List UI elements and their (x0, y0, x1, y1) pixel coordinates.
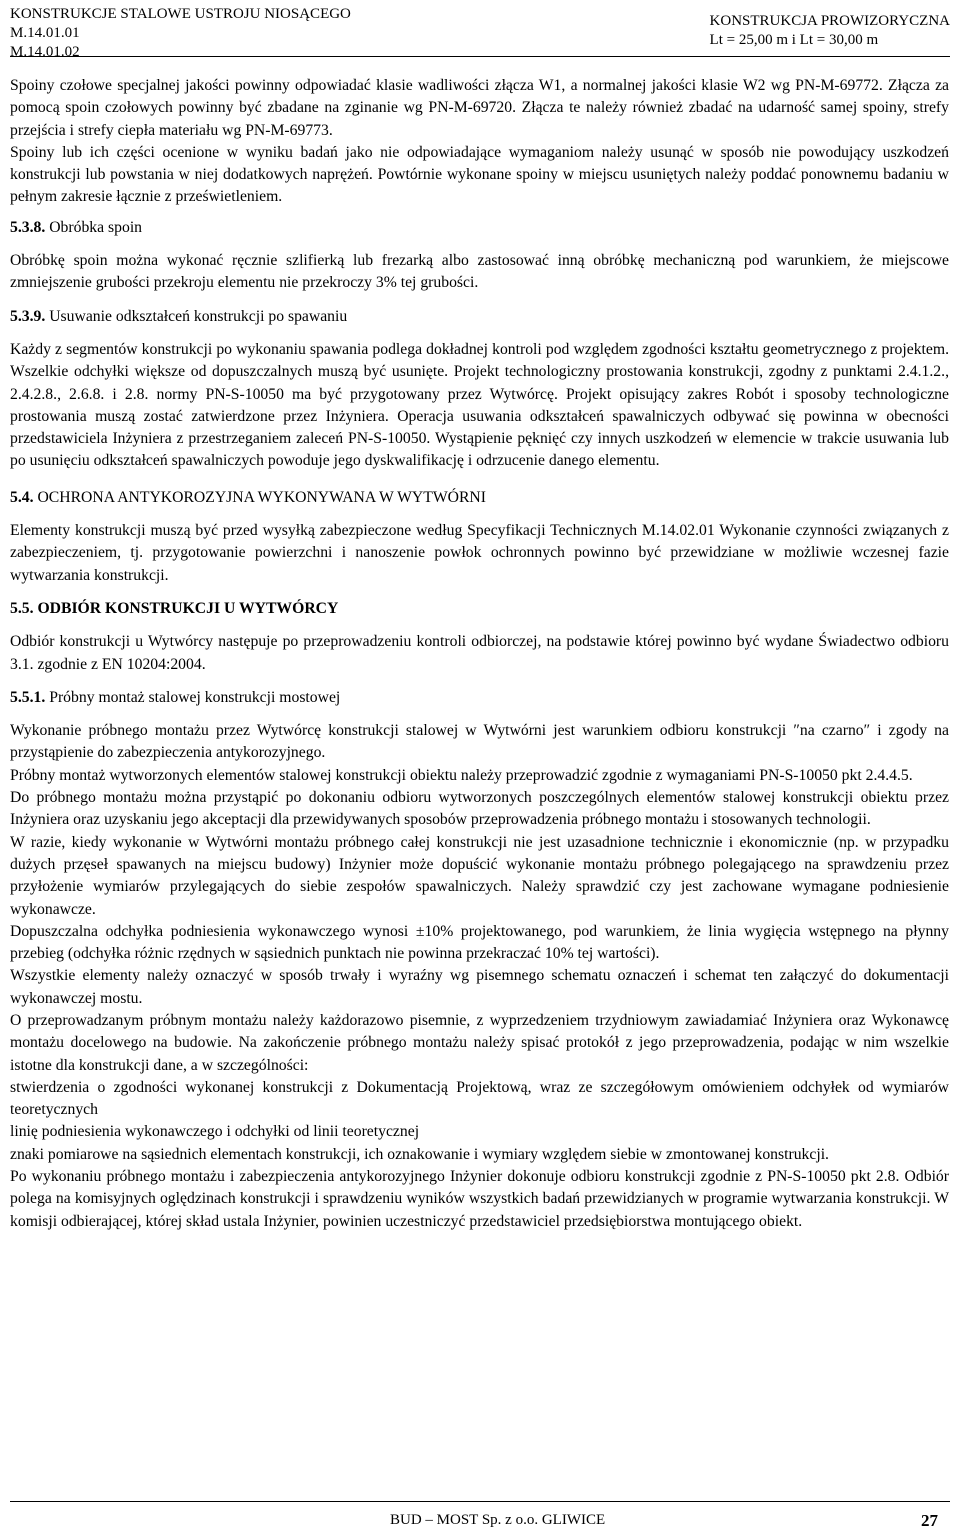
header-spec-code-1: M.14.01.01 (10, 25, 80, 41)
header-document-title: KONSTRUKCJE STALOWE USTROJU NIOSĄCEGO (10, 6, 351, 22)
section-5-5-heading (10, 598, 949, 620)
header-right (710, 12, 950, 50)
paragraph-corrosion-protection: Elementy konstrukcji muszą być przed wysyłką zabezpieczone według Specyfikacji Technicznych M.14.02.01 Wykonanie czynności związanych z zabezpieczeniem, tj. przygotowanie powierzchni i nanoszenie powłok ochronnych powinno być przewidziane w możliwie wczesnej fazie wytwarzania konstrukcji. (10, 522, 949, 584)
section-number: 5.4. (10, 488, 34, 506)
protocol-item-conformity: stwierdzenia o zgodności wykonanej konstrukcji z Dokumentacją Projektową, wraz ze szczegółowym omówieniem odchyłek od wymiarów teoretycznych (10, 1078, 949, 1119)
paragraph-marking: Wszystkie elementy należy oznaczyć w sposób trwały i wyraźny wg pisemnego schematu oznaczeń i schemat ten załączyć do dokumentacji wykonawczej mostu. (10, 967, 949, 1007)
section-5-3-9-heading (10, 306, 949, 328)
page-header (10, 0, 950, 60)
paragraph-weld-quality: Spoiny czołowe specjalnej jakości powinny odpowiadać klasie wadliwości złącza W1, a normalnej jakości klasie W2 wg PN-M-69772. Złącza za pomocą spoin czołowych powinny być zbadane na zginanie wg PN-M-69720. Złącza te należy również zbadać na udarność samej spoiny, strefy przejścia i strefy ciepła materiału wg PN-M-69773. (10, 77, 949, 139)
section-number: 5.3.9. (10, 307, 46, 325)
paragraph-protocol: O przeprowadzanym próbnym montażu należy każdorazowo pisemnie, z wyprzedzeniem trzydniowym zawiadamiać Inżyniera oraz Wykonawcę montażu docelowego na budowie. Na zakończenie próbnego montażu należy spisać protokół z jego przeprowadzenia, podając w nim wszelkie istotne dla konstrukcji dane, a w szczególności: (10, 1011, 949, 1074)
section-title: Próbny montaż stalowej konstrukcji mostowej (49, 688, 341, 706)
section-title: Obróbka spoin (49, 218, 143, 236)
header-left (10, 5, 351, 62)
protocol-item-camber-line: linię podniesienia wykonawczego i odchyłki od linii teoretycznej (10, 1123, 420, 1141)
section-5-5-1-heading (10, 687, 949, 709)
section-number: 5.3.8. (10, 218, 46, 236)
section-title: OCHRONA ANTYKOROZYJNA WYKONYWANA W WYTWÓRNI (37, 488, 486, 506)
section-number: 5.5. (10, 599, 34, 617)
paragraph-trial-assembly-3: Do próbnego montażu można przystąpić po dokonaniu odbioru wytworzonych poszczególnych elementów stalowej konstrukcji obiektu przez Inżyniera oraz uzyskaniu jego akceptacji dla przewidywanych sposobów przeprowadzenia próbnego montażu i stosowanych technologii. (10, 789, 949, 829)
page-number: 27 (921, 1511, 938, 1530)
protocol-item-survey-marks: znaki pomiarowe na sąsiednich elementach konstrukcji, ich oznakowanie i wymiary względem siebie w zmontowanej konstrukcji. (10, 1145, 829, 1163)
page-footer (10, 1501, 950, 1533)
paragraph-trial-assembly-2: Próbny montaż wytworzonych elementów stalowej konstrukcji obiektu należy przeprowadzić zgodnie z wymaganiami PN-S-10050 pkt 2.4.4.5. (10, 766, 913, 784)
paragraph-manufacturer-acceptance: Odbiór konstrukcji u Wytwórcy następuje po przeprowadzeniu kontroli odbiorczej, na podstawie której powinno być wydane Świadectwo odbioru 3.1. zgodnie z EN 10204:2004. (10, 633, 949, 673)
section-title: ODBIÓR KONSTRUKCJI U WYTWÓRCY (37, 599, 339, 617)
header-spec-code-2: M.14.01.02 (10, 44, 80, 60)
paragraph-trial-assembly-1: Wykonanie próbnego montażu przez Wytwórcę konstrukcji stalowej w Wytwórni jest warunkiem odbioru konstrukcji ″na czarno″ i zgody na przystąpienie do zabezpieczenia antykorozyjnego. (10, 722, 949, 762)
paragraph-tolerance: Dopuszczalna odchyłka podniesienia wykonawczego wynosi ±10% projektowanego, pod warunkiem, że linia wygięcia wstępnego na płynny przebieg (odchyłka różnic rzędnych w sąsiednich punktach nie powinna przekraczać 10% tej wartości). (10, 922, 949, 963)
paragraph-deformation-removal: Każdy z segmentów konstrukcji po wykonaniu spawania podlega dokładnej kontroli pod względem zgodności kształtu geometrycznego z projektem. Wszelkie odchyłki większe od dopuszczalnych muszą być usunięte. Projekt technologiczny prostowania konstrukcji, zgodny z punktami 2.4.1.2., 2.4.2.8., 2.6.8. i 2.8. normy PN-S-10050 ma być przygotowany przez Wytwórcę. Projekt opisujący zakres Robót i sposoby technologiczne prostowania muszą zostać zatwierdzone przez Inżyniera. Operacja usuwania odkształceń spawalniczych odbywać się powinna w obecności przedstawiciela Inżyniera z przestrzeganiem zaleceń PN-S-10050. Wystąpienie pęknięć czy innych uszkodzeń w elemencie w trakcie usuwania lub po usunięciu odkształceń spawalniczych powoduje jego dyskwalifikację i odrzucenie danego elementu. (10, 340, 949, 470)
header-span-lengths: Lt = 25,00 m i Lt = 30,00 m (709, 32, 879, 48)
paragraph-trial-assembly-4: W razie, kiedy wykonanie w Wytwórni montażu próbnego całej konstrukcji nie jest uzasadnione technicznie i ekonomicznie (np. w przypadku dużych przęseł spawanych na miejscu budowy) Inżynier może dopuścić wykonanie montażu próbnego polegającego na sprawdzeniu przez przyłożenie wymiarów przylegających do siebie zespołów spawalniczych. Należy sprawdzić czy jest zachowane wymagane podniesienie wykonawcze. (10, 833, 949, 918)
section-5-3-8-heading (10, 217, 949, 239)
paragraph-weld-removal: Spoiny lub ich części ocenione w wyniku badań jako nie odpowiadające wymaganiom należy usunąć w sposób nie powodujący uszkodzeń konstrukcji lub powstania w niej dodatkowych naprężeń. Powtórnie wykonane spoiny w miejscu usuniętych należy poddać ponownemu badaniu w pełnym zakresie łącznie z prześwietleniem. (10, 143, 949, 206)
section-5-4-heading (10, 487, 949, 509)
page-body (10, 75, 949, 1233)
section-title: Usuwanie odkształceń konstrukcji po spawaniu (49, 307, 348, 325)
paragraph-weld-finishing: Obróbkę spoin można wykonać ręcznie szlifierką lub frezarką albo zastosować inną obróbkę mechaniczną pod warunkiem, że miejscowe zmniejszenie grubości przekroju elementu nie przekroczy 3% tej grubości. (10, 252, 949, 292)
section-number: 5.5.1. (10, 688, 46, 706)
paragraph-final-acceptance: Po wykonaniu próbnego montażu i zabezpieczenia antykorozyjnego Inżynier dokonuje odbioru konstrukcji zgodnie z PN-S-10050 pkt 2.8. Odbiór polega na komisyjnych oględzinach konstrukcji i sprawdzeniu wyników wszystkich badań przewidzianych w programie wytwarzania konstrukcji. W komisji odbierającej, której skład ustala Inżynier, powinien uczestniczyć przedstawiciel przedsiębiorstwa montującego obiekt. (10, 1168, 949, 1230)
header-structure-type: KONSTRUKCJA PROWIZORYCZNA (709, 13, 950, 29)
footer-company: BUD – MOST Sp. z o.o. GLIWICE (390, 1512, 606, 1528)
